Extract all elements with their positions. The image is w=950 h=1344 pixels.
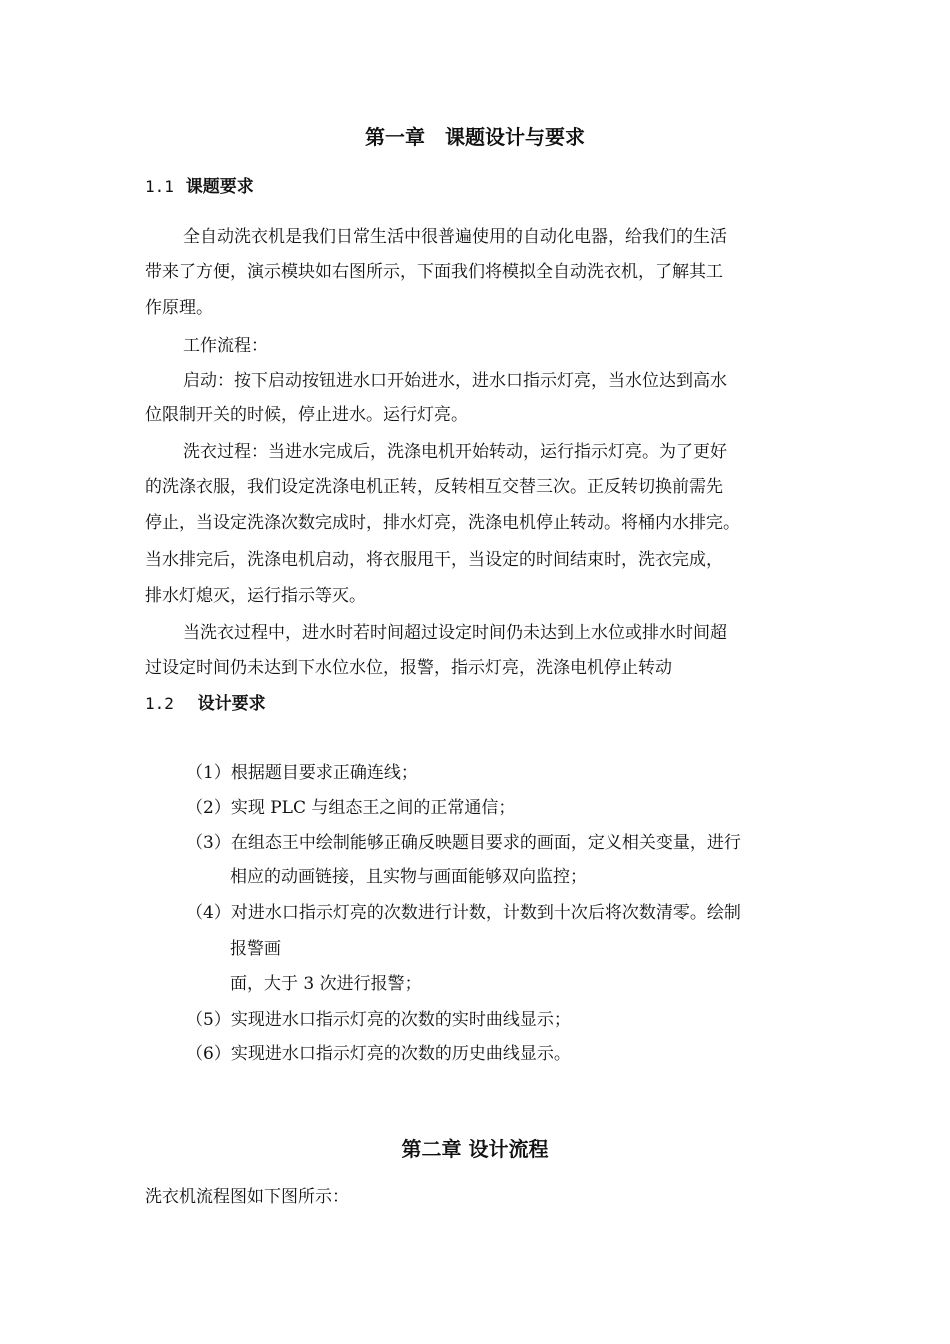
section-1-2-title: 设计要求 — [197, 694, 266, 714]
chapter-2-title: 第二章 设计流程 — [401, 1137, 549, 1161]
chapter-2-intro: 洗衣机流程图如下图所示： — [145, 1187, 349, 1207]
body-line: 作原理。 — [145, 298, 213, 318]
body-line: 当水排完后，洗涤电机启动，将衣服甩干，当设定的时间结束时，洗衣完成， — [145, 550, 723, 570]
section-1-2-heading — [145, 692, 266, 716]
body-line: 工作流程： — [183, 336, 268, 356]
requirement-item: （5）实现进水口指示灯亮的次数的实时曲线显示； — [186, 1010, 571, 1030]
requirement-item: （4）对进水口指示灯亮的次数进行计数，计数到十次后将次数清零。绘制 — [186, 903, 741, 923]
body-line: 带来了方便，演示模块如右图所示，下面我们将模拟全自动洗衣机，了解其工 — [145, 262, 723, 282]
body-line: 停止，当设定洗涤次数完成时，排水灯亮，洗涤电机停止转动。将桶内水排完。 — [145, 513, 740, 533]
section-1-1-number: 1.1 — [145, 177, 174, 196]
requirement-item: （1）根据题目要求正确连线； — [186, 763, 418, 783]
section-1-2-number: 1.2 — [145, 694, 174, 713]
requirement-item-continued: 报警画 — [230, 939, 281, 959]
requirement-item-continued: 相应的动画链接，且实物与画面能够双向监控； — [230, 867, 587, 887]
requirement-item: （2）实现 PLC 与组态王之间的正常通信； — [186, 798, 516, 818]
section-1-1-heading — [145, 175, 254, 199]
chapter-1-title: 第一章 课题设计与要求 — [365, 125, 585, 149]
requirement-item: （3）在组态王中绘制能够正确反映题目要求的画面，定义相关变量，进行 — [186, 833, 741, 853]
body-line: 洗衣过程：当进水完成后，洗涤电机开始转动，运行指示灯亮。为了更好 — [183, 442, 727, 462]
body-line: 位限制开关的时候，停止进水。运行灯亮。 — [145, 405, 468, 425]
body-line: 排水灯熄灭，运行指示等灭。 — [145, 586, 366, 606]
requirement-item-continued: 面，大于 3 次进行报警； — [230, 974, 422, 994]
requirement-item: （6）实现进水口指示灯亮的次数的历史曲线显示。 — [186, 1044, 571, 1064]
body-line: 当洗衣过程中，进水时若时间超过设定时间仍未达到上水位或排水时间超 — [183, 623, 727, 643]
body-line: 过设定时间仍未达到下水位水位，报警，指示灯亮，洗涤电机停止转动 — [145, 658, 672, 678]
body-line: 全自动洗衣机是我们日常生活中很普遍使用的自动化电器，给我们的生活 — [183, 227, 727, 247]
section-1-1-title: 课题要求 — [185, 177, 254, 197]
body-line: 的洗涤衣服，我们设定洗涤电机正转，反转相互交替三次。正反转切换前需先 — [145, 477, 723, 497]
body-line: 启动：按下启动按钮进水口开始进水，进水口指示灯亮，当水位达到高水 — [183, 371, 727, 391]
